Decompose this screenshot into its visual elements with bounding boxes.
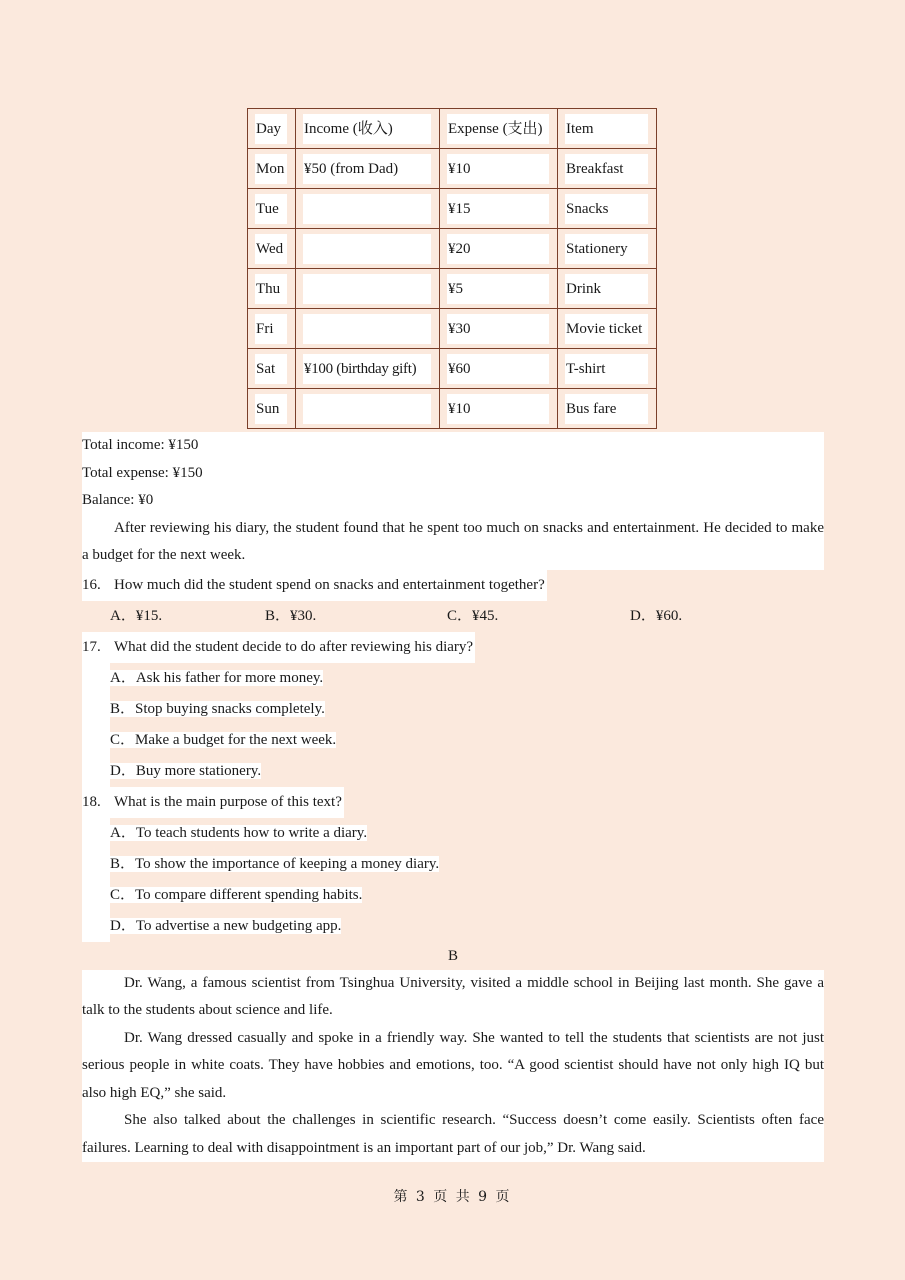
question-17	[82, 632, 824, 663]
option-a[interactable]: A．¥15.	[110, 607, 163, 624]
passage-body	[82, 432, 824, 1162]
question-text: What is the main purpose of this text?	[114, 787, 344, 818]
option-d[interactable]	[82, 756, 824, 787]
option-text: B．To show the importance of keeping a money diary.	[110, 855, 440, 872]
cell-item: T-shirt	[565, 354, 648, 384]
header-expense: Expense (支出)	[447, 114, 549, 144]
option-text: C．To compare different spending habits.	[110, 886, 363, 903]
option-text: C．Make a budget for the next week.	[110, 731, 337, 748]
option-c[interactable]	[82, 725, 824, 756]
cell-day: Sat	[255, 354, 287, 384]
question-number: 18.	[82, 787, 114, 818]
question-16	[82, 570, 824, 601]
header-item: Item	[565, 114, 648, 144]
cell-expense: ¥10	[447, 154, 549, 184]
cell-item: Drink	[565, 274, 648, 304]
table-row	[248, 149, 657, 189]
cell-income: ¥100 (birthday gift)	[303, 354, 431, 384]
option-text: D．To advertise a new budgeting app.	[110, 917, 342, 934]
option-text: B．Stop buying snacks completely.	[110, 700, 325, 717]
table-row	[248, 309, 657, 349]
cell-expense: ¥20	[447, 234, 549, 264]
cell-day: Wed	[255, 234, 287, 264]
cell-expense: ¥10	[447, 394, 549, 424]
cell-expense: ¥5	[447, 274, 549, 304]
cell-day: Mon	[255, 154, 287, 184]
section-b-text	[82, 970, 824, 1163]
option-a[interactable]	[82, 818, 824, 849]
section-b-title: B	[447, 947, 458, 964]
cell-item: Stationery	[565, 234, 648, 264]
table-row	[248, 189, 657, 229]
section-b-paragraph-3: She also talked about the challenges in scientific research. “Success doesn’t come easily. Scientists often face failures. Learning to deal with disappointment is an important part of our job,” Dr. Wang said.	[82, 1107, 824, 1162]
cell-day: Sun	[255, 394, 287, 424]
question-17-options	[82, 663, 824, 787]
option-d[interactable]: D．¥60.	[630, 607, 683, 624]
page-number-footer: 第 3 页 共 9 页	[393, 1189, 512, 1205]
option-c[interactable]: C．¥45.	[447, 607, 499, 624]
option-d[interactable]	[82, 911, 824, 942]
money-diary-table-wrap	[247, 108, 657, 429]
option-b[interactable]: B．¥30.	[265, 607, 317, 624]
question-16-options	[82, 601, 824, 632]
option-text: A．To teach students how to write a diary.	[110, 824, 368, 841]
cell-item: Breakfast	[565, 154, 648, 184]
cell-expense: ¥15	[447, 194, 549, 224]
cell-day: Thu	[255, 274, 287, 304]
cell-item: Bus fare	[565, 394, 648, 424]
balance: Balance: ¥0	[82, 487, 824, 515]
cell-income	[303, 274, 431, 304]
section-b-paragraph-2: Dr. Wang dressed casually and spoke in a friendly way. She wanted to tell the students that scientists are not just serious people in white coats. They have hobbies and emotions, too. “A good scientist should have not only high IQ but also high EQ,” she said.	[82, 1025, 824, 1108]
option-b[interactable]	[82, 849, 824, 880]
cell-day: Fri	[255, 314, 287, 344]
option-c[interactable]	[82, 880, 824, 911]
passage-a-conclusion: After reviewing his diary, the student found that he spent too much on snacks and entertainment. He decided to make a budget for the next week.	[82, 515, 824, 570]
cell-item: Snacks	[565, 194, 648, 224]
table-row	[248, 349, 657, 389]
option-text: A．Ask his father for more money.	[110, 669, 324, 686]
total-expense: Total expense: ¥150	[82, 460, 824, 488]
cell-income	[303, 394, 431, 424]
cell-item: Movie ticket	[565, 314, 648, 344]
cell-day: Tue	[255, 194, 287, 224]
total-income: Total income: ¥150	[82, 432, 824, 460]
option-b[interactable]	[82, 694, 824, 725]
table-row	[248, 389, 657, 429]
question-number: 16.	[82, 570, 114, 601]
option-text: D．Buy more stationery.	[110, 762, 262, 779]
money-diary-table	[247, 108, 657, 429]
cell-expense: ¥60	[447, 354, 549, 384]
question-18	[82, 787, 824, 818]
table-header-row	[248, 109, 657, 149]
cell-income	[303, 194, 431, 224]
cell-income	[303, 314, 431, 344]
table-row	[248, 269, 657, 309]
cell-income	[303, 234, 431, 264]
cell-expense: ¥30	[447, 314, 549, 344]
option-a[interactable]	[82, 663, 824, 694]
question-text: How much did the student spend on snacks and entertainment together?	[114, 570, 547, 601]
question-18-options	[82, 818, 824, 942]
question-text: What did the student decide to do after reviewing his diary?	[114, 632, 475, 663]
header-day: Day	[255, 114, 287, 144]
question-number: 17.	[82, 632, 114, 663]
section-b-paragraph-1: Dr. Wang, a famous scientist from Tsinghua University, visited a middle school in Beijing last month. She gave a talk to the students about science and life.	[82, 970, 824, 1025]
header-income: Income (收入)	[303, 114, 431, 144]
table-row	[248, 229, 657, 269]
cell-income: ¥50 (from Dad)	[303, 154, 431, 184]
